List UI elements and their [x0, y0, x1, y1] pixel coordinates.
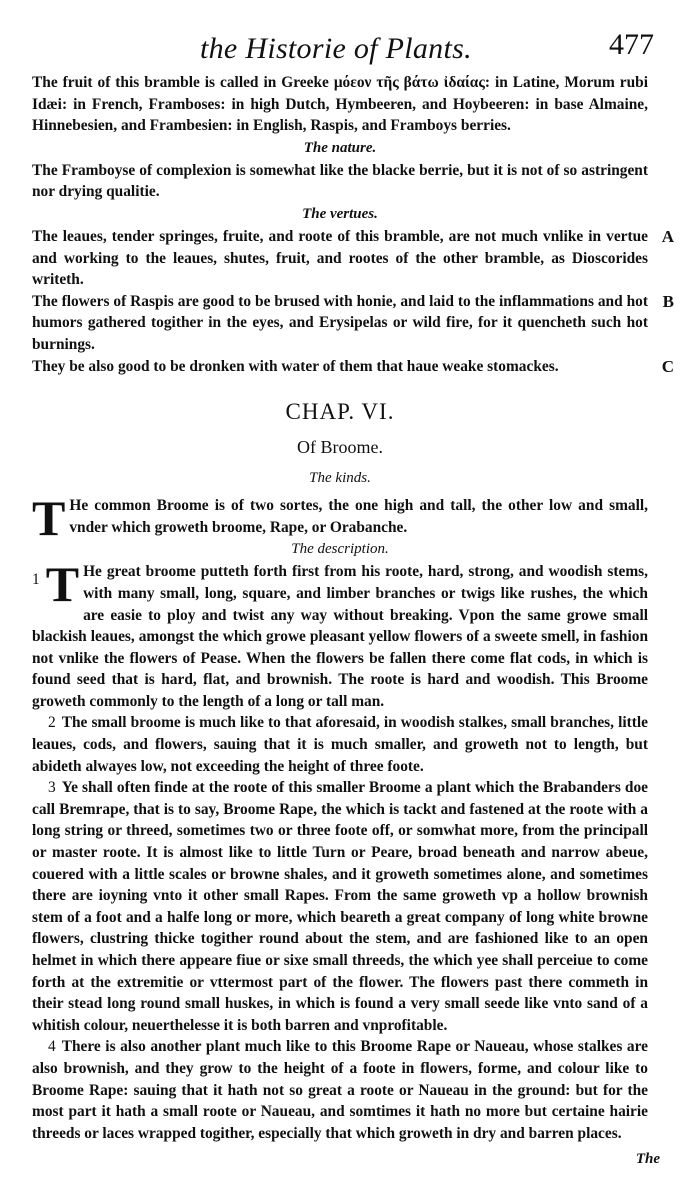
description-text-1: He great broome putteth forth first from his roote, hard, strong, and woodish stems, with many small, long, square, and limber branches or twigs like rushes, the which are easie to ploy and twist any way without breaking. Vpon the same growe small blackish leaues, amongst the which growe pleasant yellow flowers of a sweete smell, in fashion not vnlike the flowers of Pease. When the flowers be fallen there come flat cods, in which is found seed that is hard, flat, and brownish. The roote is hard and woodish. This Broome groweth commonly to the length of a long or tall man.: [32, 563, 648, 710]
kinds-drop-initial: T: [32, 490, 66, 547]
description-3: [32, 777, 648, 1036]
chapter-title: Of Broome.: [297, 437, 383, 458]
vertue-paragraph-a: [32, 226, 674, 291]
description-number-4: 4: [48, 1038, 56, 1056]
vertue-paragraph-b: [32, 291, 674, 356]
vertues-heading: The vertues.: [302, 205, 378, 222]
description-number-2: 2: [48, 714, 56, 732]
running-title: the Historie of Plants.: [200, 32, 472, 65]
description-text-3: Ye shall often finde at the roote of this smaller Broome a plant which the Brabanders doe call Bremrape, that is to say, Broome Rape, the which is tackt and fastened at the roote with a long string or threed, sometimes two or three foote off, or somwhat more, from the principall or master roote. It is almost like to little Turn or Peare, broad beneath and narrow abeue, couered with a little scales or browne shales, and it groweth sometimes alone, and sometimes there are ioyning vnto it other small Rapes. From the same groweth vp a hollow brownish stem of a foot and a halfe long or more, which beareth a great company of long white browne flowers, clustring thicke togither round about the stem, and are fashioned like to an open helmet in which there appeare fiue or sixe small threeds, the which yee shall perceiue to come forth at the extremitie or vttermost part of the flower. The flowers past there commeth in their stead long round small huskes, in which is found a very small seede like vnto sand of a whitish colour, neuerthelesse it is both barren and vnprofitable.: [32, 779, 648, 1034]
margin-letter-a: A: [661, 226, 674, 246]
names-paragraph: The fruit of this bramble is called in Greeke μόεον τῆς βάτω ἰδαίας: in Latine, Morum rubi Idæi: in French, Framboses: in high Dutch, Hymbeeren, and Hoybeeren: in base Almaine, Hinnebesien, and Frambesien: in English, Raspis, and Framboys berries.: [32, 74, 648, 135]
vertue-text-b: The flowers of Raspis are good to be brused with honie, and laid to the inflammations and hot humors gathered togither in the eyes, and Erysipelas or wild fire, for it quencheth such hot burnings.: [32, 292, 648, 353]
vertue-text-c: They be also good to be dronken with water of them that haue weake stomackes.: [32, 357, 559, 375]
margin-letter-c: C: [661, 356, 674, 376]
page-number: 477: [609, 28, 654, 61]
description-2: [32, 712, 648, 777]
description-4: [32, 1036, 648, 1144]
description-heading: The description.: [291, 541, 389, 558]
vertue-text-a: The leaues, tender springes, fruite, and roote of this bramble, are not much vnlike in vertue and working to the leaues, shutes, fruit, and rootes of the other bramble, as Dioscorides writeth.: [32, 227, 648, 289]
kinds-text: He common Broome is of two sortes, the one high and tall, the other low and small, vnder which groweth broome, Rape, or Orabanche.: [69, 497, 648, 536]
section-raspis: [32, 72, 674, 377]
kinds-heading: The kinds.: [309, 470, 371, 487]
description-text-4: There is also another plant much like to this Broome Rape or Naueau, whose stalkes are also brownish, and they grow to the height of a foote in flowers, forme, and colour like to Broome Rape: sauing that it hath not so great a roote or Naueau in the ground: but for the most part it hath a small roote or Naueau, and somtimes it hath no more but certaine hairie threeds or laces wrapped togither, especially that which groweth in dry and barren places.: [32, 1038, 648, 1142]
vertue-paragraph-c: [32, 356, 674, 378]
nature-heading: The nature.: [303, 139, 377, 156]
margin-letter-b: B: [662, 291, 674, 311]
kinds-paragraph: [32, 490, 648, 547]
description-text-2: The small broome is much like to that aforesaid, in woodish stalkes, small branches, little leaues, cods, and flowers, sauing that it is much smaller, and groweth not to length, but abideth alwayes low, not exceeding the height of three foote.: [32, 714, 648, 775]
catchword: The: [635, 1151, 660, 1167]
description-1: [32, 556, 648, 712]
running-head: [32, 28, 654, 72]
description-number-1: 1: [32, 571, 40, 589]
chapter-heading: CHAP. VI.: [285, 399, 395, 425]
description-drop-initial: T: [45, 556, 80, 613]
description-number-3: 3: [48, 779, 56, 797]
nature-paragraph: The Framboyse of complexion is somewhat like the blacke berrie, but it is not of so astringent nor drying qualitie.: [32, 161, 648, 201]
